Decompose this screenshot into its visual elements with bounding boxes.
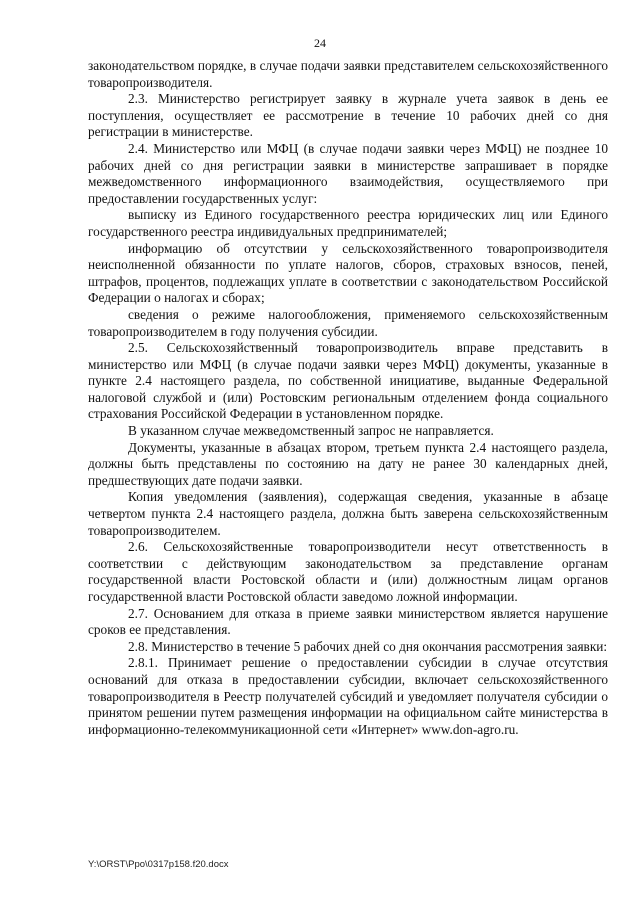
file-path-footer: Y:\ORST\Ppo\0317p158.f20.docx	[88, 859, 229, 870]
paragraph: законодательством порядке, в случае подачи заявки представителем сельскохозяйственного товаропроизводителя.	[88, 58, 608, 90]
paragraph: выписку из Единого государственного реестра юридических лиц или Единого государственного реестра индивидуальных предпринимателей;	[88, 207, 608, 239]
paragraph: 2.3. Министерство регистрирует заявку в журнале учета заявок в день ее поступления, осуществляет ее рассмотрение в течение 10 рабочих дней со дня регистрации в министерстве.	[88, 91, 608, 140]
paragraph: 2.6. Сельскохозяйственные товаропроизводители несут ответственность в соответствии с действующим законодательством за представление органам государственной власти Ростовской области и (или) должностным лицам органов государственной власти Ростовской области заведомо ложной информации.	[88, 539, 608, 604]
paragraph: сведения о режиме налогообложения, применяемого сельскохозяйственным товаропроизводителем в году получения субсидии.	[88, 306, 608, 339]
paragraph: Документы, указанные в абзацах втором, третьем пункта 2.4 настоящего раздела, должны быть представлены по состоянию на дату не ранее 30 календарных дней, предшествующих дате подачи заявки.	[88, 439, 608, 488]
document-body	[88, 58, 608, 738]
paragraph: информацию об отсутствии у сельскохозяйственного товаропроизводителя неисполненной обязанности по уплате налогов, сборов, страховых взносов, пеней, штрафов, процентов, подлежащих уплате в соответствии с законодательством Российской Федерации о налогах и сборах;	[88, 240, 608, 306]
paragraph: 2.7. Основанием для отказа в приеме заявки министерством является нарушение сроков ее представления.	[88, 605, 608, 638]
paragraph: Копия уведомления (заявления), содержащая сведения, указанные в абзаце четвертом пункта 2.4 настоящего раздела, должна быть заверена сельскохозяйственным товаропроизводителем.	[88, 489, 608, 538]
paragraph: В указанном случае межведомственный запрос не направляется.	[128, 423, 494, 439]
paragraph: 2.8. Министерство в течение 5 рабочих дней со дня окончания рассмотрения заявки:	[128, 638, 608, 654]
paragraph: 2.5. Сельскохозяйственный товаропроизводитель вправе представить в министерство или МФЦ (в случае подачи заявки через МФЦ) документы, указанные в пункте 2.4 настоящего раздела, по собственной инициативе, выданные Федеральной налоговой службой и (или) Ростовским региональным отделением фонда социального страхования Российской Федерации в установленном порядке.	[88, 340, 608, 422]
paragraph: 2.8.1. Принимает решение о предоставлении субсидии в случае отсутствия оснований для отказа в предоставлении субсидии, включает сельскохозяйственного товаропроизводителя в Реестр получателей субсидий и уведомляет получателя субсидии о принятом решении путем размещения информации на официальном сайте министерства в информационно-телекоммуникационной сети «Интернет» www.don-agro.ru.	[88, 655, 608, 737]
page-number: 24	[314, 36, 326, 50]
paragraph: 2.4. Министерство или МФЦ (в случае подачи заявки через МФЦ) не позднее 10 рабочих дней со дня регистрации заявки в министерстве запрашивает в порядке межведомственного информационного взаимодействия, осуществляемого при предоставлении государственных услуг:	[88, 140, 608, 206]
